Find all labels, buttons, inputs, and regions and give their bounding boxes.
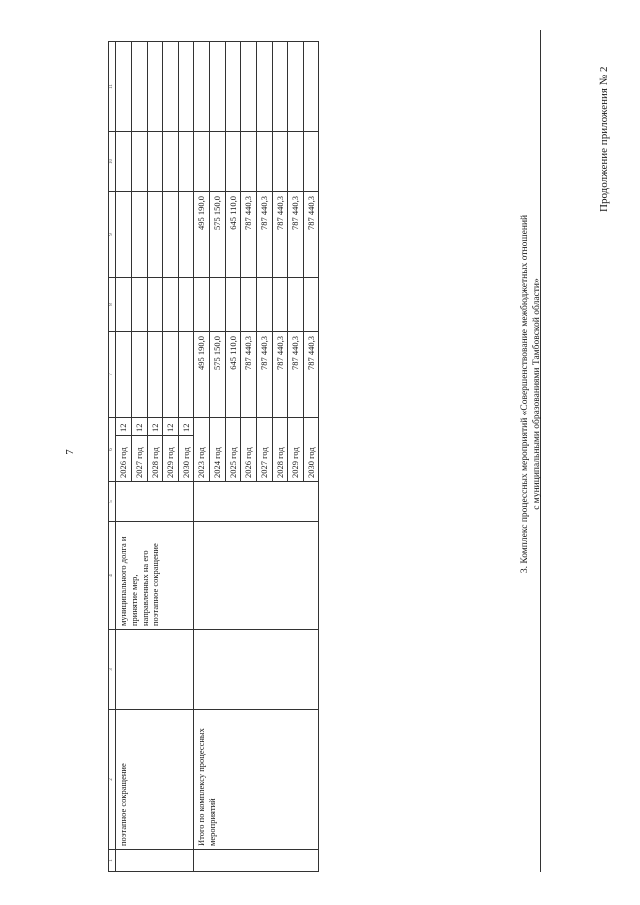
year-cell: 2028 год xyxy=(147,436,163,482)
amount-cell: 575 150,0 xyxy=(210,192,226,278)
table-row xyxy=(116,42,132,872)
amount-cell: 787 440,3 xyxy=(241,192,257,278)
rotated-table-area xyxy=(108,42,515,872)
year-cell: 2026 год xyxy=(241,418,257,482)
year-cell: 2024 год xyxy=(210,418,226,482)
amount-cell: 787 440,3 xyxy=(272,192,288,278)
colnum: 8 xyxy=(109,278,116,332)
colnum: 5 xyxy=(109,482,116,522)
caption-line-1: 3. Комплекс процессных мероприятий «Совершенствование межбюджетных отношений xyxy=(520,214,530,574)
amount-cell: 787 440,3 xyxy=(303,332,319,418)
value-cell: 12 xyxy=(116,418,132,436)
section-caption xyxy=(520,124,544,664)
amount-cell: 495 190,0 xyxy=(194,192,210,278)
page-number: 7 xyxy=(64,449,76,455)
colnum: 4 xyxy=(109,522,116,630)
caption-line-2: с муниципальными образованиями Тамбовской области» xyxy=(531,278,542,510)
appendix-note: Продолжение приложения № 2 xyxy=(598,66,610,212)
year-cell: 2030 год xyxy=(178,436,194,482)
column-number-row xyxy=(109,42,116,872)
amount-cell: 787 440,3 xyxy=(303,192,319,278)
year-cell: 2023 год xyxy=(194,418,210,482)
amount-cell: 645 110,0 xyxy=(225,192,241,278)
colnum: 9 xyxy=(109,192,116,278)
value-cell: 12 xyxy=(147,418,163,436)
year-cell: 2029 год xyxy=(288,418,304,482)
year-cell: 2026 год xyxy=(116,436,132,482)
amount-cell: 787 440,3 xyxy=(272,332,288,418)
colnum: 11 xyxy=(109,42,116,132)
measure-indicator: муниципального долга и принятие мер, направленных на его поэтапное сокращение xyxy=(116,522,194,630)
table-row xyxy=(194,42,210,872)
colnum: 7 xyxy=(109,332,116,418)
amount-cell: 495 190,0 xyxy=(194,332,210,418)
colnum: 2 xyxy=(109,710,116,850)
colnum: 6 xyxy=(109,418,116,482)
colnum: 10 xyxy=(109,132,116,192)
amount-cell: 787 440,3 xyxy=(288,332,304,418)
year-cell: 2029 год xyxy=(163,436,179,482)
total-label: Итого по комплексу процессных мероприятий xyxy=(194,710,319,850)
year-cell: 2030 год xyxy=(303,418,319,482)
amount-cell: 787 440,3 xyxy=(241,332,257,418)
year-cell: 2027 год xyxy=(256,418,272,482)
amount-cell: 787 440,3 xyxy=(256,192,272,278)
amount-cell: 645 110,0 xyxy=(225,332,241,418)
colnum: 3 xyxy=(109,630,116,710)
year-cell: 2027 год xyxy=(131,436,147,482)
colnum: 1 xyxy=(109,850,116,872)
amount-cell: 787 440,3 xyxy=(288,192,304,278)
year-cell: 2028 год xyxy=(272,418,288,482)
measures-table xyxy=(108,41,319,872)
value-cell: 12 xyxy=(163,418,179,436)
amount-cell: 787 440,3 xyxy=(256,332,272,418)
year-cell: 2025 год xyxy=(225,418,241,482)
value-cell: 12 xyxy=(131,418,147,436)
value-cell: 12 xyxy=(178,418,194,436)
measure-name: поэтапное сокращение xyxy=(116,710,194,850)
amount-cell: 575 150,0 xyxy=(210,332,226,418)
